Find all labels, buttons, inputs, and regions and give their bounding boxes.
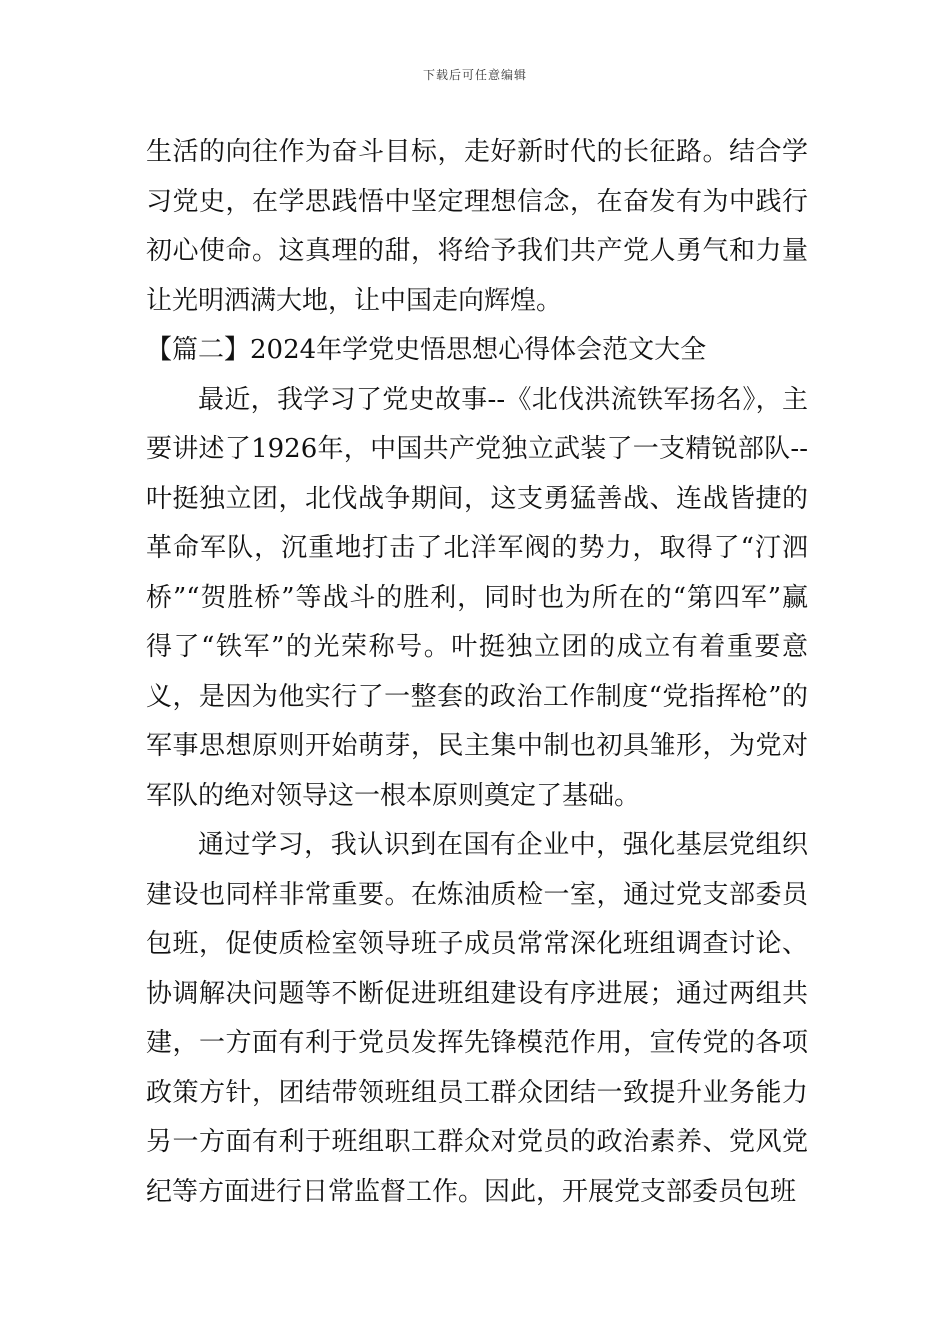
paragraph-story: 最近，我学习了党史故事--《北伐洪流铁军扬名》，主要讲述了1926年，中国共产党独立武装了一支精锐部队--叶挺独立团，北伐战争期间，这支勇猛善战、连战皆捷的革命军队，沉重地打击了北洋军阀的势力，取得了“汀泗桥”“贺胜桥”等战斗的胜利，同时也为所在的“第四军”赢得了“铁军”的光荣称号。叶挺独立团的成立有着重要意义，是因为他实行了一整套的政治工作制度“党指挥枪”的军事思想原则开始萌芽，民主集中制也初具雏形，为党对军队的绝对领导这一根本原则奠定了基础。: [146, 384, 808, 811]
section-title: 【篇二】2024年学党史悟思想心得体会范文大全: [146, 335, 707, 365]
paragraph-reflection: 通过学习，我认识到在国有企业中，强化基层党组织建设也同样非常重要。在炼油质检一室，通过党支部委员包班，促使质检室领导班子成员常常深化班组调查讨论、协调解决问题等不断促进班组建设有序进展；通过两组共建，一方面有利于党员发挥先锋模范作用，宣传党的各项政策方针，团结带领班组员工群众团结一致提升业务能力另一方面有利于班组职工群众对党员的政治素养、党风党纪等方面进行日常监督工作。因此，开展党支部委员包班: [146, 830, 808, 1207]
document-body: [146, 128, 808, 1217]
paragraph-continuation: 生活的向往作为奋斗目标，走好新时代的长征路。结合学习党史，在学思践悟中坚定理想信念，在奋发有为中践行初心使命。这真理的甜，将给予我们共产党人勇气和力量让光明洒满大地，让中国走向辉煌。: [146, 137, 808, 316]
page-header-note: 下载后可任意编辑: [422, 68, 527, 82]
